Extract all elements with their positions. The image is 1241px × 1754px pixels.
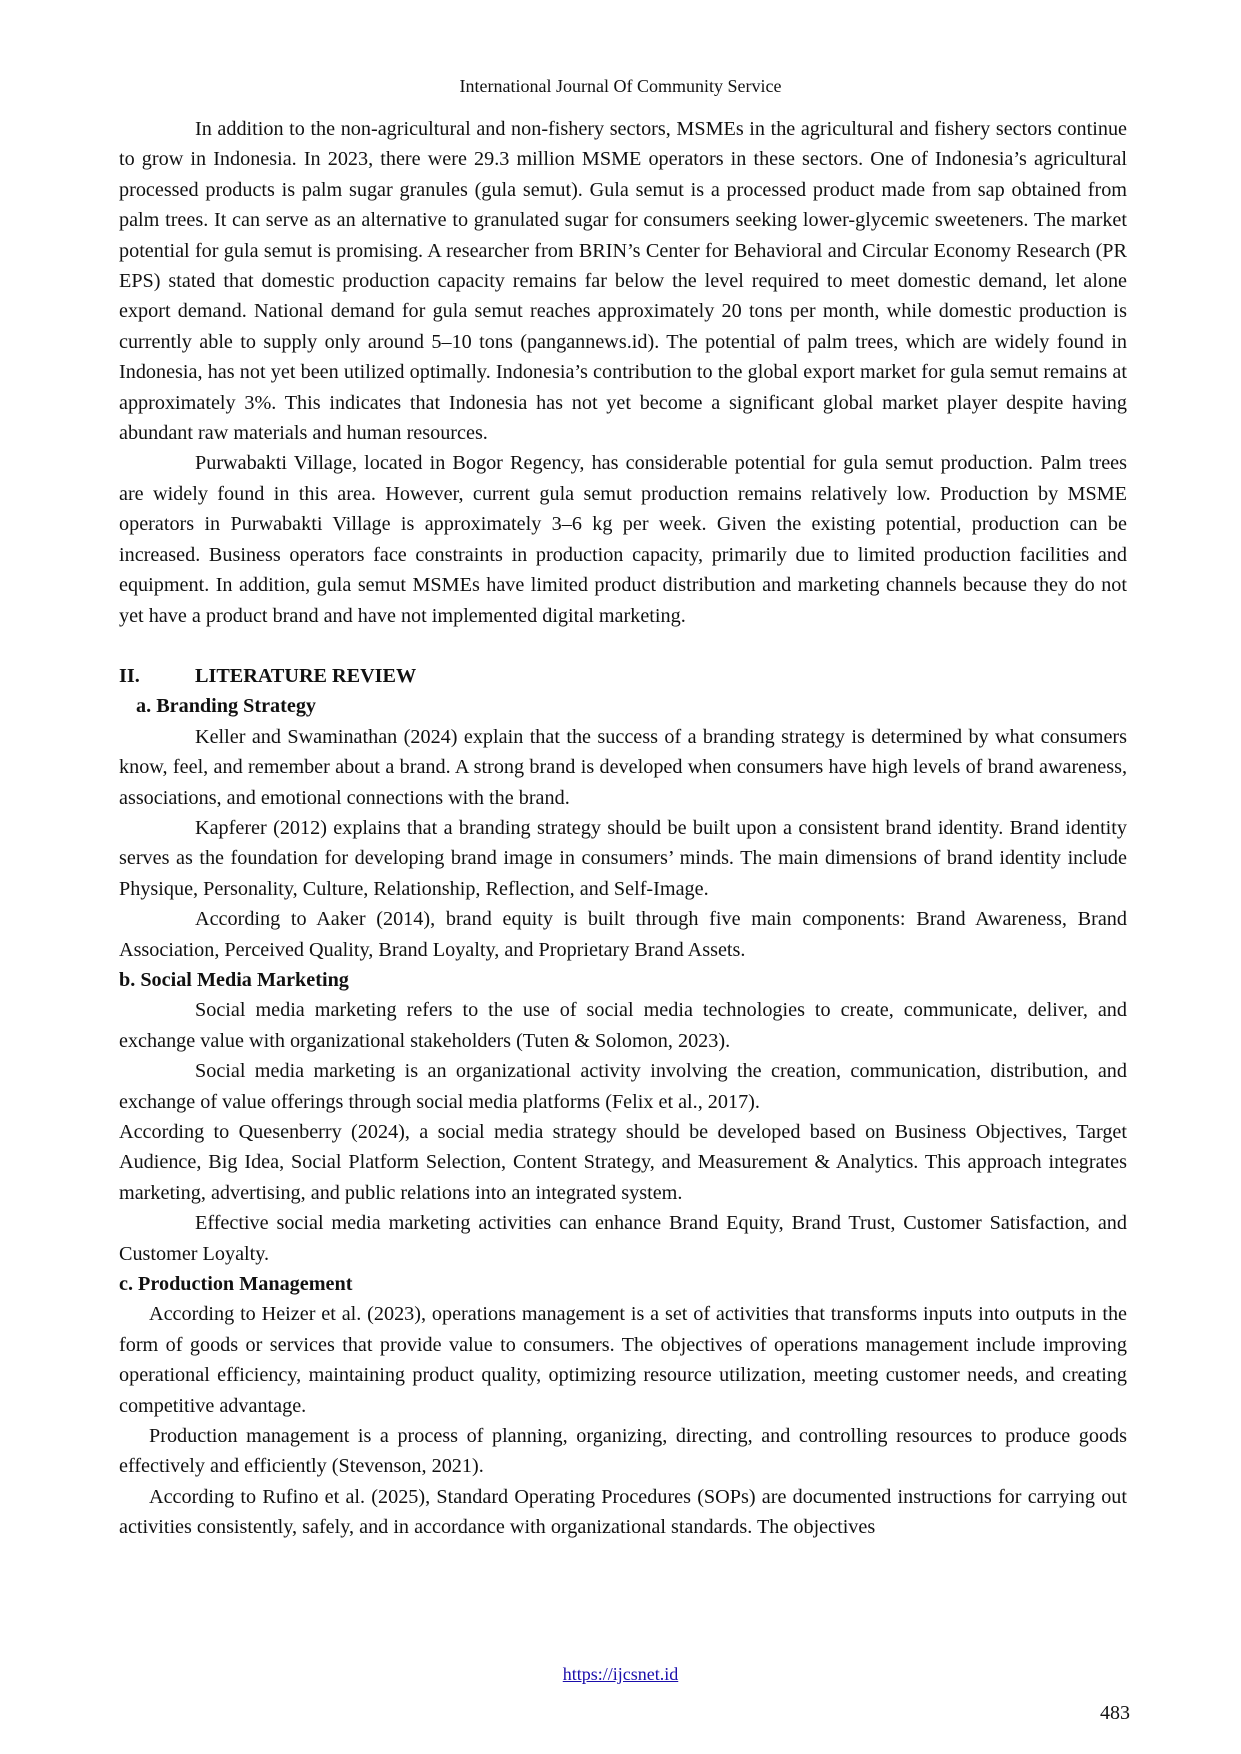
paragraph: Effective social media marketing activities can enhance Brand Equity, Brand Trust, Customer Satisfaction, and Customer Loyalty. [119, 1212, 1127, 1265]
paragraph: Social media marketing is an organizational activity involving the creation, communication, distribution, and exchange of value offerings through social media platforms (Felix et al., 2017). [119, 1060, 1127, 1113]
paragraph: Purwabakti Village, located in Bogor Regency, has considerable potential for gula semut production. Palm trees are widely found in this area. However, current gula semut production remains relatively low. Production by MSME operators in Purwabakti Village is approximately 3–6 kg per week. Given the existing potential, production can be increased. Business operators face constraints in production capacity, primarily due to limited production facilities and equipment. In addition, gula semut MSMEs have limited product distribution and marketing channels because they do not yet have a product brand and have not implemented digital marketing. [119, 452, 1127, 627]
paragraph: Keller and Swaminathan (2024) explain that the success of a branding strategy is determined by what consumers know, feel, and remember about a brand. A strong brand is developed when consumers have high levels of brand awareness, associations, and emotional connections with the brand. [119, 725, 1127, 809]
subsection-heading: c. Production Management [119, 1273, 353, 1296]
section-title: LITERATURE REVIEW [195, 664, 417, 687]
paragraph: According to Aaker (2014), brand equity is built through five main components: Brand Awareness, Brand Association, Perceived Quality, Brand Loyalty, and Proprietary Brand Assets. [119, 908, 1127, 961]
page-number: 483 [1100, 1702, 1130, 1724]
journal-link[interactable]: https://ijcsnet.id [562, 1664, 679, 1684]
paragraph: In addition to the non-agricultural and non-fishery sectors, MSMEs in the agricultural and fishery sectors continue to grow in Indonesia. In 2023, there were 29.3 million MSME operators in these sectors. One of Indonesia’s agricultural processed products is palm sugar granules (gula semut). Gula semut is a processed product made from sap obtained from palm trees. It can serve as an alternative to granulated sugar for consumers seeking lower-glycemic sweeteners. The market potential for gula semut is promising. A researcher from BRIN’s Center for Behavioral and Circular Economy Research (PR EPS) stated that domestic production capacity remains far below the level required to meet domestic demand, let alone export demand. National demand for gula semut reaches approximately 20 tons per month, while domestic production is currently able to supply only around 5–10 tons (pangannews.id). The potential of palm trees, which are widely found in Indonesia, has not yet been utilized optimally. Indonesia’s contribution to the global export market for gula semut remains at approximately 3%. This indicates that Indonesia has not yet become a significant global market player despite having abundant raw materials and human resources. [119, 118, 1127, 445]
subsection-heading: b. Social Media Marketing [119, 968, 349, 991]
paragraph: Kapferer (2012) explains that a branding strategy should be built upon a consistent brand identity. Brand identity serves as the foundation for developing brand image in consumers’ minds. The main dimensions of brand identity include Physique, Personality, Culture, Relationship, Reflection, and Self-Image. [119, 816, 1127, 900]
paragraph: Production management is a process of planning, organizing, directing, and controlling resources to produce goods effectively and efficiently (Stevenson, 2021). [119, 1425, 1127, 1478]
section-number: II. [119, 664, 140, 687]
section-heading [119, 661, 1127, 691]
subsection-heading: a. Branding Strategy [136, 695, 317, 718]
paragraph: According to Quesenberry (2024), a social media strategy should be developed based on Business Objectives, Target Audience, Big Idea, Social Platform Selection, Content Strategy, and Measurement & Analytics. This approach integrates marketing, advertising, and public relations into an integrated system. [119, 1121, 1127, 1204]
paragraph: Social media marketing refers to the use of social media technologies to create, communicate, deliver, and exchange value with organizational stakeholders (Tuten & Solomon, 2023). [119, 999, 1127, 1052]
paragraph: According to Heizer et al. (2023), operations management is a set of activities that transforms inputs into outputs in the form of goods or services that provide value to consumers. The objectives of operations management include improving operational efficiency, maintaining product quality, optimizing resource utilization, meeting customer needs, and creating competitive advantage. [119, 1303, 1127, 1417]
journal-header: International Journal Of Community Service [459, 76, 782, 96]
paragraph: According to Rufino et al. (2025), Standard Operating Procedures (SOPs) are documented instructions for carrying out activities consistently, safely, and in accordance with organizational standards. The objectives [119, 1485, 1127, 1539]
body-text [119, 114, 1127, 1543]
